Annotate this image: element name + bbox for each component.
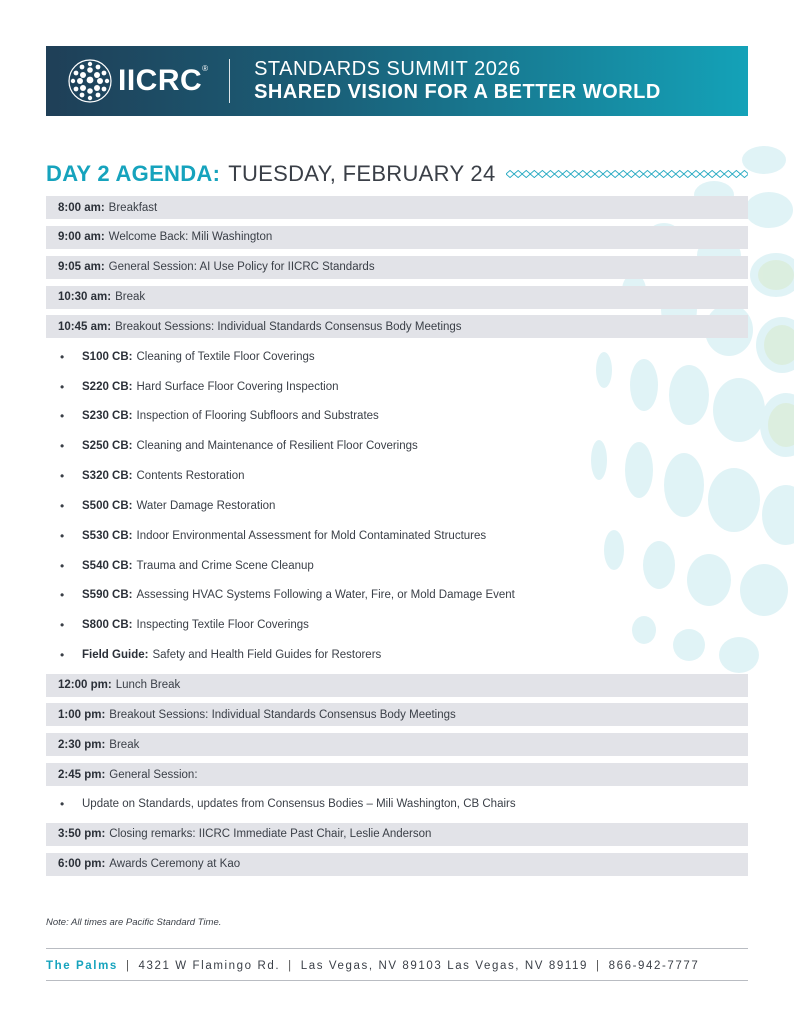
brand-name: IICRC® [118, 64, 209, 97]
agenda-time-row [46, 823, 748, 846]
agenda-bullet-item [46, 793, 748, 816]
footer-city: Las Vegas, NV 89103 Las Vegas, NV 89119 [300, 960, 588, 972]
globe-logo-icon [68, 59, 112, 103]
agenda-time-row [46, 703, 748, 726]
agenda-item-code: S100 CB: [82, 350, 133, 363]
bullet-icon: • [60, 528, 65, 543]
bullet-icon: • [60, 379, 65, 394]
agenda-item-text: Welcome Back: Mili Washington [108, 231, 273, 244]
agenda-item-code: S230 CB: [82, 410, 133, 423]
agenda-item-code: S540 CB: [82, 559, 133, 572]
agenda-time: 10:45 am: [58, 320, 112, 333]
bullet-icon: • [60, 588, 65, 603]
agenda-time-row [46, 763, 748, 786]
agenda-item-text: Trauma and Crime Scene Cleanup [136, 559, 314, 572]
agenda-bullet-item [46, 435, 748, 458]
footer-separator: | [125, 960, 131, 972]
bullet-icon: • [60, 618, 65, 633]
agenda-item-text: Breakfast [108, 201, 158, 214]
agenda-item-text: Water Damage Restoration [136, 499, 276, 512]
agenda-item-code: S250 CB: [82, 440, 133, 453]
agenda-bullet-item [46, 465, 748, 488]
agenda-item-text: Break [115, 291, 146, 304]
summit-tagline: SHARED VISION FOR A BETTER WORLD [254, 81, 661, 103]
agenda-item-text: Safety and Health Field Guides for Restorers [152, 649, 382, 662]
agenda-time: 12:00 pm: [58, 679, 112, 691]
bullet-icon: • [60, 439, 65, 454]
agenda-item-text: Assessing HVAC Systems Following a Water, Fire, or Mold Damage Event [136, 589, 515, 602]
footer-address: 4321 W Flamingo Rd. [138, 960, 281, 972]
day-label: DAY 2 AGENDA: [46, 161, 221, 186]
agenda-time-row [46, 196, 748, 219]
banner-titles [254, 58, 661, 104]
agenda-time-row [46, 315, 748, 338]
agenda-item-text: Contents Restoration [136, 470, 245, 483]
agenda-time: 8:00 am: [58, 201, 105, 214]
agenda-item-text: Closing remarks: IICRC Immediate Past Chair, Leslie Anderson [109, 828, 432, 841]
footer-venue: The Palms [46, 960, 118, 972]
bullet-icon: • [60, 469, 65, 484]
agenda-item-code: S800 CB: [82, 619, 133, 632]
date-label: TUESDAY, FEBRUARY 24 [228, 161, 496, 186]
bullet-icon: • [60, 349, 65, 364]
agenda-time-row [46, 853, 748, 876]
agenda-item-text: Awards Ceremony at Kao [109, 858, 241, 871]
footer-separator: | [596, 960, 601, 972]
agenda-bullet-item [46, 554, 748, 577]
agenda-bullet-item [46, 375, 748, 398]
agenda-item-text: Lunch Break [115, 679, 181, 691]
header-banner [46, 46, 748, 116]
agenda-item-text: Update on Standards, updates from Consensus Bodies – Mili Washington, CB Chairs [82, 798, 516, 811]
agenda-bullet-item [46, 345, 748, 368]
agenda-bullet-item [46, 405, 748, 428]
footer-separator: | [288, 960, 293, 972]
timezone-note: Note: All times are Pacific Standard Time. [46, 917, 222, 928]
agenda-time: 10:30 am: [58, 291, 112, 304]
bullet-icon: • [60, 797, 65, 812]
agenda-item-text: General Session: AI Use Policy for IICRC Standards [108, 261, 375, 274]
agenda-item-code: S590 CB: [82, 589, 133, 602]
agenda-item-text: Cleaning of Textile Floor Coverings [136, 350, 315, 363]
bullet-icon: • [60, 498, 65, 513]
agenda-list [46, 196, 748, 882]
agenda-time: 2:30 pm: [58, 738, 106, 751]
agenda-time-row [46, 286, 748, 309]
agenda-time-row [46, 733, 748, 756]
agenda-item-text: Hard Surface Floor Covering Inspection [136, 380, 339, 393]
agenda-time-row [46, 674, 748, 697]
agenda-bullet-item [46, 644, 748, 667]
agenda-item-code: Field Guide: [82, 649, 149, 662]
agenda-time: 9:00 am: [58, 231, 105, 244]
agenda-item-text: Breakout Sessions: Individual Standards Consensus Body Meetings [109, 708, 456, 721]
footer-phone: 866-942-7777 [608, 960, 700, 972]
agenda-time: 6:00 pm: [58, 858, 106, 871]
agenda-item-text: Indoor Environmental Assessment for Mold Contaminated Structures [136, 529, 487, 542]
agenda-time: 9:05 am: [58, 261, 105, 274]
agenda-item-code: S220 CB: [82, 380, 133, 393]
bullet-icon: • [60, 409, 65, 424]
bullet-icon: • [60, 558, 65, 573]
agenda-time-row [46, 226, 748, 249]
footer [46, 956, 748, 976]
agenda-item-text: Break [109, 738, 140, 751]
agenda-bullet-item [46, 524, 748, 547]
agenda-item-text: Inspection of Flooring Subfloors and Substrates [136, 410, 379, 423]
agenda-item-text: General Session: [109, 768, 198, 781]
agenda-item-code: S530 CB: [82, 529, 133, 542]
agenda-bullet-item [46, 494, 748, 517]
agenda-time: 2:45 pm: [58, 768, 106, 781]
summit-title: STANDARDS SUMMIT 2026 [254, 58, 521, 80]
agenda-time: 1:00 pm: [58, 708, 106, 721]
agenda-item-text: Inspecting Textile Floor Coverings [136, 619, 309, 632]
footer-rule-bottom [46, 980, 748, 981]
bullet-icon: • [60, 648, 65, 663]
agenda-bullet-item [46, 614, 748, 637]
banner-divider [229, 59, 231, 103]
agenda-item-code: S500 CB: [82, 499, 133, 512]
agenda-heading [46, 158, 748, 190]
agenda-item-text: Breakout Sessions: Individual Standards Consensus Body Meetings [115, 320, 462, 333]
diamond-chain-ornament [506, 168, 749, 180]
agenda-time-row [46, 256, 748, 279]
agenda-bullet-item [46, 584, 748, 607]
agenda-time: 3:50 pm: [58, 828, 106, 841]
agenda-item-code: S320 CB: [82, 470, 133, 483]
agenda-item-text: Cleaning and Maintenance of Resilient Floor Coverings [136, 440, 418, 453]
footer-rule-top [46, 948, 748, 949]
